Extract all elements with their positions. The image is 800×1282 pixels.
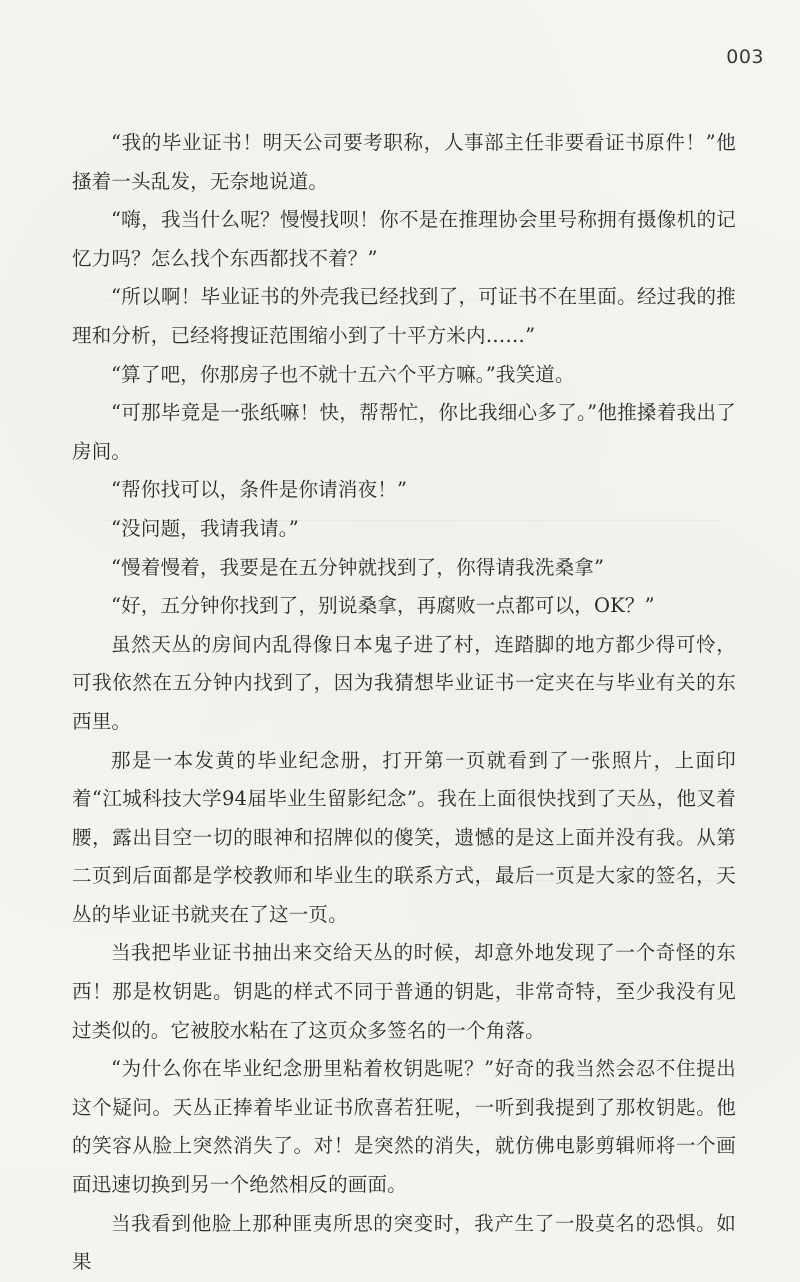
- paragraph: “好，五分钟你找到了，别说桑拿，再腐败一点都可以，OK？”: [111, 594, 655, 618]
- paragraph: “没问题，我请我请。”: [111, 516, 299, 540]
- paragraph: “算了吧，你那房子也不就十五六个平方嘛。”我笑道。: [111, 362, 575, 386]
- paragraph: 虽然天丛的房间内乱得像日本鬼子进了村，连踏脚的地方都少得可怜，可我依然在五分钟内找到了，因为我猜想毕业证书一定夹在与毕业有关的东西里。: [72, 632, 736, 733]
- paragraph: “我的毕业证书！明天公司要考职称，人事部主任非要看证书原件！”他搔着一头乱发，无奈地说道。: [72, 131, 736, 193]
- paragraph: “所以啊！毕业证书的外壳我已经找到了，可证书不在里面。经过我的推理和分析，已经将搜证范围缩小到了十平方米内……”: [72, 285, 736, 347]
- paragraph: “嗨，我当什么呢？慢慢找呗！你不是在推理协会里号称拥有摄像机的记忆力吗？怎么找个东西都找不着？”: [72, 208, 736, 270]
- paragraph: 那是一本发黄的毕业纪念册，打开第一页就看到了一张照片，上面印着“江城科技大学94届毕业生留影纪念”。我在上面很快找到了天丛，他叉着腰，露出目空一切的眼神和招牌似的傻笑，遗憾的是这上面并没有我。从第二页到后面都是学校教师和毕业生的联系方式，最后一页是大家的签名，天丛的毕业证书就夹在了这一页。: [72, 748, 736, 926]
- page-number: 003: [726, 46, 764, 68]
- paragraph: “帮你找可以，条件是你请消夜！”: [111, 478, 408, 502]
- body-text: [72, 124, 736, 1282]
- paragraph: “为什么你在毕业纪念册里粘着枚钥匙呢？”好奇的我当然会忍不住提出这个疑问。天丛正捧着毕业证书欣喜若狂呢，一听到我提到了那枚钥匙。他的笑容从脸上突然消失了。对！是突然的消失，就仿佛电影剪辑师将一个画面迅速切换到另一个绝然相反的画面。: [72, 1057, 736, 1197]
- paragraph: 当我把毕业证书抽出来交给天丛的时候，却意外地发现了一个奇怪的东西！那是枚钥匙。钥匙的样式不同于普通的钥匙，非常奇特，至少我没有见过类似的。它被胶水粘在了这页众多签名的一个角落。: [72, 941, 736, 1042]
- paragraph: “慢着慢着，我要是在五分钟就找到了，你得请我洗桑拿”: [111, 555, 605, 579]
- paragraph: “可那毕竟是一张纸嘛！快，帮帮忙，你比我细心多了。”他推搡着我出了房间。: [72, 401, 736, 463]
- paragraph: 当我看到他脸上那种匪夷所思的突变时，我产生了一股莫名的恐惧。如果: [72, 1211, 736, 1274]
